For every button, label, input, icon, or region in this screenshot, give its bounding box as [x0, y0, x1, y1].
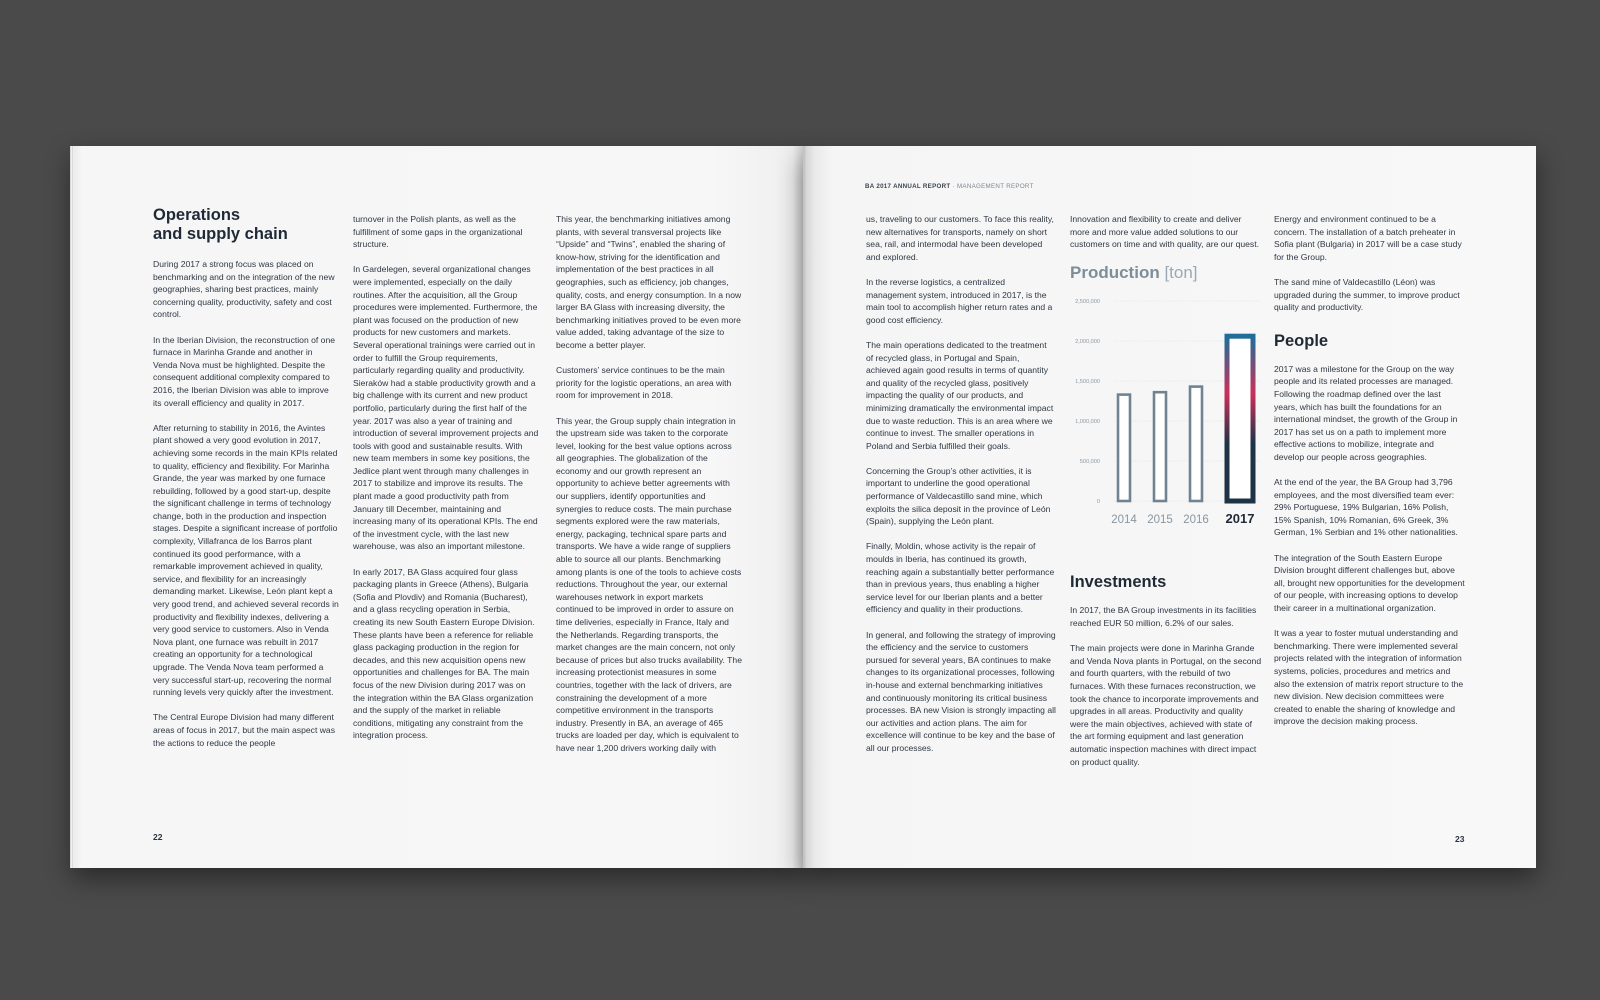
- paragraph: In 2017, the BA Group investments in its facilities reached EUR 50 million, 6.2% of our sales.: [1070, 605, 1257, 628]
- production-bar-chart: [1070, 287, 1262, 539]
- paragraph: Finally, Moldin, whose activity is the repair of moulds in Iberia, has continued its growth, reaching again a substantially better performance than in previous years, thus enabling a higher service level for our Iberian plants and a better efficiency and quality in their productions.: [866, 541, 1055, 615]
- right-col-3: [1274, 213, 1466, 741]
- running-header: [865, 183, 1034, 190]
- book-gutter: [793, 146, 815, 868]
- paragraph: 2017 was a milestone for the Group on the way people and its related processes are managed. Following the roadmap defined over the last years, which has built the foundations for an international mindset, the growth of the Group in 2017 has set us on a path to implement more effective actions to mobilize, integrate and develop our people across geographies.: [1274, 363, 1458, 462]
- paragraph: In Gardelegen, several organizational changes were implemented, especially on the daily routines. After the acquisition, all the Group procedures were implemented. Furthermore, the plant was focused on the production of new products for new customers and markets. Several operational trainings were carried out in order to fulfill the Group requirements, particularly regarding quality and productivity. Sieraków had a stable productivity growth and a big challenge with its current and new product portfolio, particularly during the first half of the year. 2017 was also a year of training and introduction of several improvement projects and tools with good and sustainable results. With new team members in some key positions, the Jedlice plant went through many challenges in 2017 to stabilize and improve its results. The plant made a good productivity path from January till December, maintaining and increasing many of its operational KPIs. The end of the investment cycle, with the last new warehouse, was also an important milestone.: [353, 264, 539, 552]
- paragraph: In general, and following the strategy of improving the efficiency and the service to customers pursued for several years, BA continues to make changes to its organizational processes, following in-house and external benchmarking initiatives and continuously monitoring its critical business processes. BA new Vision is strongly impacting all our activities and action plans. The aim for excellence will continue to be key and the base of all our processes.: [866, 629, 1056, 753]
- page-stack-edge: [70, 146, 74, 868]
- page-number-left: 22: [153, 832, 163, 842]
- y-tick-label: 1,500,000: [1075, 379, 1100, 386]
- right-col-1: [866, 213, 1056, 767]
- y-tick-label: 1,000,000: [1075, 419, 1100, 426]
- paragraph: The integration of the South Eastern Europe Division brought different challenges but, above all, brought new opportunities for the development of our people, with increasing options to develop their career in a multinational organization.: [1274, 552, 1465, 614]
- y-tick-label: 0: [1096, 499, 1100, 506]
- x-tick-label-2017: 2017: [1225, 511, 1255, 527]
- paragraph: Customers’ service continues to be the main priority for the logistic operations, an area with room for improvement in 2018.: [556, 365, 732, 401]
- paragraph: The Central Europe Division had many different areas of focus in 2017, but the main aspect was the actions to reduce the people: [153, 712, 336, 748]
- paragraph: It was a year to foster mutual understanding and benchmarking. There were implemented several projects related with the integration of information systems, policies, procedures and metrics and also the extension of matrix report structure to the new division. New decision committees were created to enable the sharing of knowledge and improve the decision making process.: [1274, 628, 1464, 727]
- left-col-1: [153, 206, 339, 762]
- paragraph: turnover in the Polish plants, as well as the fulfillment of some gaps in the organizational structure.: [353, 214, 523, 250]
- bar-2014: [1118, 395, 1130, 501]
- paragraph: This year, the Group supply chain integration in the upstream side was taken to the corporate level, looking for the best value options across all geographies. The globalization of the economy and our growth represent an opportunity to achieve better agreements with our suppliers, identify opportunities and synergies to reduce costs. The main purchase segments explored were the raw materials, energy, packaging, technical spare parts and transports. We have a wide range of suppliers able to source all our plants. Benchmarking among plants is one of the tools to achieve costs reductions. Throughout the year, our external warehouses network in export markets continued to be improved in order to assure on time deliveries, especially in France, Italy and the Netherlands. Regarding transports, the market changes are the main concern, not only because of prices but also trucks availability. The increasing protectionist measures in some countries, together with the lack of drivers, are constraining the development of a more competitive environment in the transports industry. Presently in BA, an average of 465 trucks are loaded per day, which is equivalent to have near 1,200 drivers working daily with: [556, 415, 742, 753]
- bar-2016: [1190, 387, 1202, 501]
- y-tick-label: 2,500,000: [1075, 299, 1100, 306]
- page-number-right: 23: [1455, 834, 1465, 844]
- paragraph: This year, the benchmarking initiatives among plants, with several transversal projects like “Upside” and “Twins”, enabled the sharing of know-how, striving for the identification and implementation of the best practices in all geographies, such as efficiency, job changes, quality, costs, and energy consumption. In a now larger BA Glass with increasing diversity, the benchmarking initiatives proved to be even more value added, taking advantage of the size to become a better player.: [556, 214, 742, 350]
- paragraph: At the end of the year, the BA Group had 3,796 employees, and the most diversified team ever: 29% Portuguese, 19% Bulgarian, 16% Polish, 15% Spanish, 10% Romanian, 6% Greek, 3% German, 1% Serbian and 1% other nationalities.: [1274, 477, 1458, 538]
- chart-title: [1070, 263, 1262, 283]
- bar-2017: [1227, 337, 1253, 502]
- section-title-line-1: Operations: [153, 206, 241, 224]
- header-report-title: BA 2017 ANNUAL REPORT: [865, 183, 951, 190]
- right-col-2: [1070, 213, 1262, 781]
- paragraph: us, traveling to our customers. To face this reality, new alternatives for transports, namely on short sea, rail, and intermodal have been developed and explored.: [866, 214, 1054, 262]
- paragraph: In early 2017, BA Glass acquired four glass packaging plants in Greece (Athens), Bulgaria (Sofia and Plovdiv) and Romania (Bucharest), and a glass recycling operation in Serbia, creating its new South Eastern Europe Division. These plants have been a reference for reliable glass packaging production in the region for decades, and this new acquisition opens new opportunities and challenges for BA. The main focus of the new Division during 2017 was on the integration within the BA Glass organization and the supply of the market in reliable conditions, mitigating any constraint from the integration process.: [353, 566, 535, 741]
- paragraph: After returning to stability in 2016, the Avintes plant showed a very good evolution in 2017, achieving some records in the main KPIs related to quality, efficiency and flexibility. For Marinha Grande, the year was marked by one furnace rebuilding, followed by a good start-up, despite the significant challenge in terms of technology change, both in the production and inspection stages. Despite a significant increase of portfolio complexity, Villafranca de los Barros plant continued its good performance, with a remarkable improvement achieved in quality, service, and flexibility for an increasingly demanding market. Likewise, León plant kept a very good trend, and achieved several records in productivity and flexibility indexes, delivering a very good service to customers. Also in Venda Nova plant, one furnace was rebuilt in 2017 creating an opportunity for a technological upgrade. The Venda Nova team performed a very successful start-up, recovering the normal running levels very quickly after the investment.: [153, 422, 339, 698]
- chart-unit: [ton]: [1164, 263, 1198, 283]
- x-tick-label-2014: 2014: [1111, 514, 1137, 527]
- section-title-line-2: and supply chain: [153, 225, 288, 243]
- y-tick-label: 2,000,000: [1075, 339, 1100, 346]
- paragraph: The main operations dedicated to the treatment of recycled glass, in Portugal and Spain, achieved again good results in terms of quantity and quality of the recycled glass, positively impacting the quality of our products, and minimizing dramatically the environmental impact due to waste reduction. This is an area where we continue to invest. The smaller operations in Poland and Serbia fulfilled their goals.: [866, 339, 1054, 451]
- x-tick-label-2016: 2016: [1183, 514, 1209, 527]
- x-tick-label-2015: 2015: [1147, 514, 1173, 527]
- paragraph: Innovation and flexibility to create and deliver more and more value added solutions to our customers on time and with quality, are our quest.: [1070, 214, 1259, 250]
- bar-2015: [1154, 393, 1166, 502]
- people-title: People: [1274, 331, 1329, 350]
- paragraph: Energy and environment continued to be a concern. The installation of a batch preheater in Sofia plant (Bulgaria) in 2017 will be a case study for the Group.: [1274, 214, 1462, 262]
- paragraph: The main projects were done in Marinha Grande and Venda Nova plants in Portugal, on the second and fourth quarters, with the rebuild of two furnaces. With these furnaces reconstruction, we took the chance to incorporate improvements and upgrades in all areas. Productivity and quality were the main objectives, achieved with state of the art forming equipment and last generation automatic inspection machines with direct impact on product quality.: [1070, 643, 1262, 767]
- paragraph: During 2017 a strong focus was placed on benchmarking and on the integration of the new geographies, sharing best practices, mainly concerning quality, productivity, safety and cost control.: [153, 259, 335, 320]
- paragraph: In the Iberian Division, the reconstruction of one furnace in Marinha Grande and another in Venda Nova must be highlighted. Despite the consequent additional complexity compared to 2016, the Iberian Division was able to improve its overall efficiency and quality in 2017.: [153, 334, 336, 408]
- chart-title-text: Production: [1070, 263, 1160, 283]
- section-title: [153, 206, 339, 244]
- paragraph: In the reverse logistics, a centralized management system, introduced in 2017, is the main tool to accomplish higher return rates and a good cost efficiency.: [866, 276, 1053, 325]
- paragraph: Concerning the Group’s other activities, it is important to underline the good operational performance of Valdecastillo sand mine, which exploits the silica deposit in the province of León (Spain), supplying the León plant.: [866, 465, 1051, 527]
- header-separator: ·: [952, 183, 955, 190]
- header-section: MANAGEMENT REPORT: [956, 183, 1034, 190]
- left-col-3: [556, 213, 742, 767]
- y-tick-label: 500,000: [1079, 459, 1100, 466]
- paragraph: The sand mine of Valdecastillo (Léon) was upgraded during the summer, to improve product quality and productivity.: [1274, 276, 1460, 313]
- investments-title: Investments: [1070, 573, 1167, 592]
- left-col-2: [353, 213, 539, 755]
